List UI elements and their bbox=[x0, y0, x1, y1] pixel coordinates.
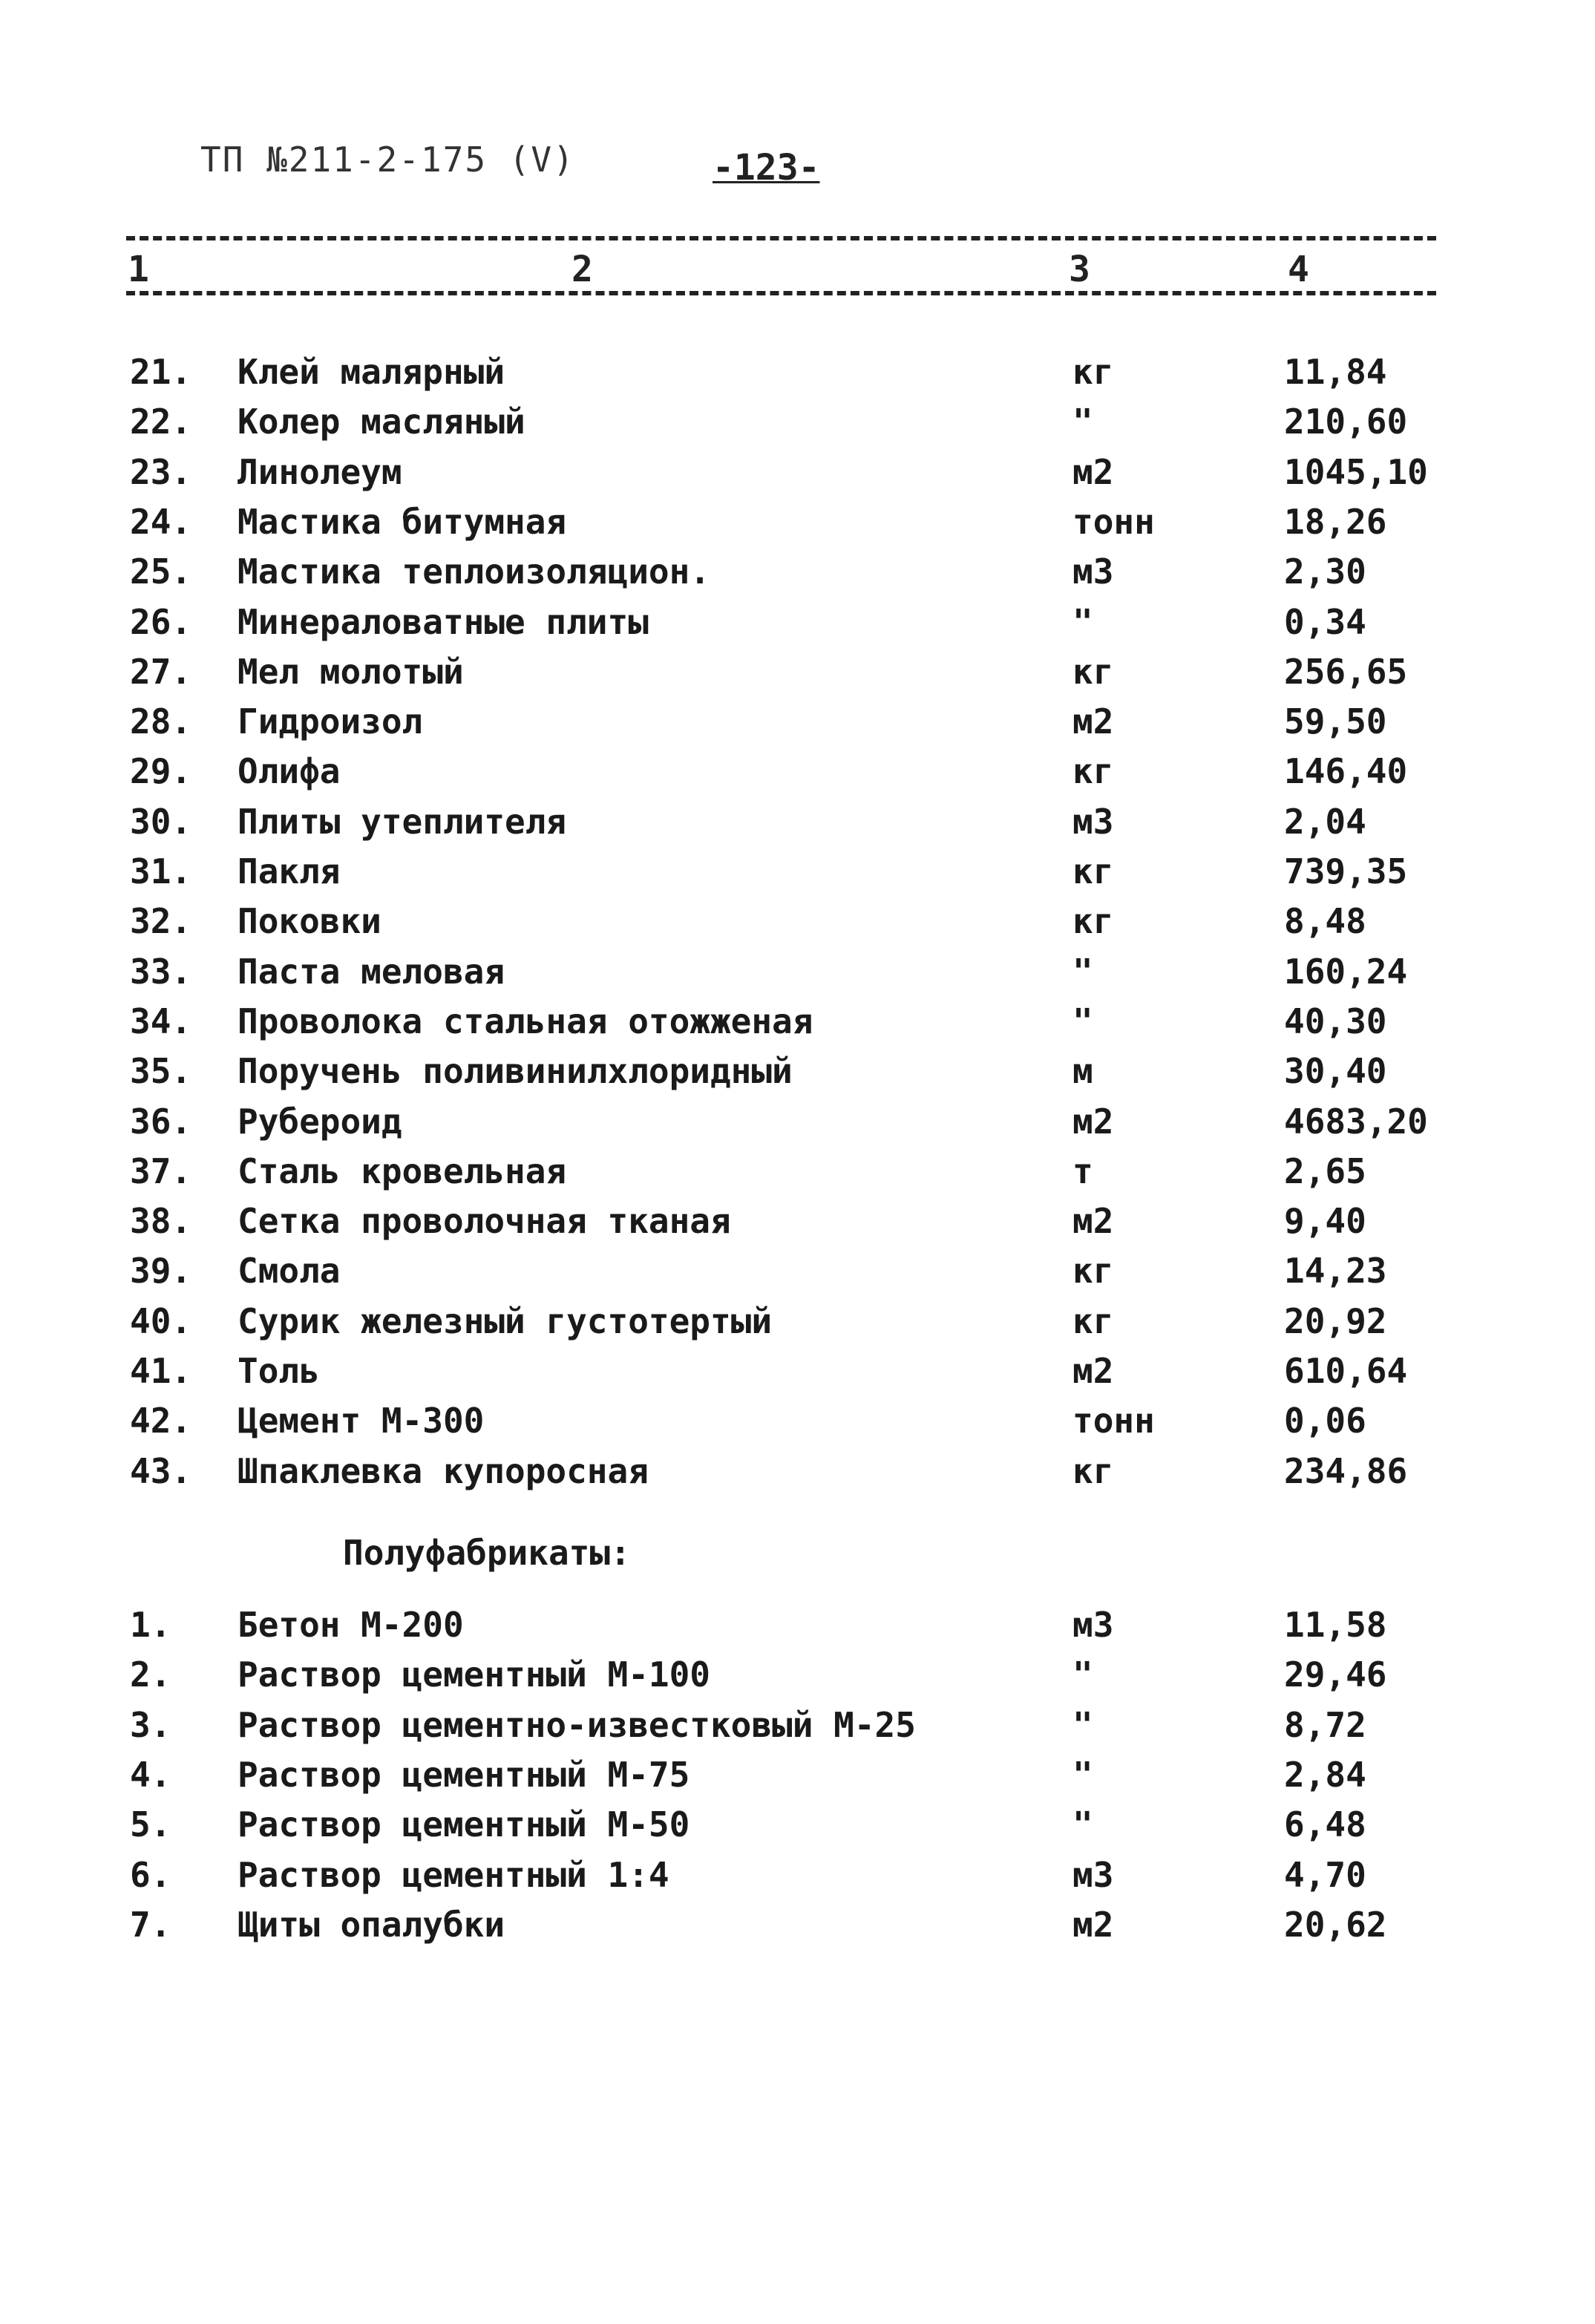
item-quantity: 2,65 bbox=[1284, 1150, 1366, 1191]
item-quantity: 4683,20 bbox=[1284, 1101, 1428, 1142]
item-unit: м2 bbox=[1072, 1101, 1114, 1142]
page-number: -123- bbox=[713, 147, 820, 189]
item-name: Шпаклевка купоросная bbox=[238, 1450, 649, 1491]
item-unit: м2 bbox=[1072, 1904, 1114, 1945]
table-row bbox=[0, 1198, 1595, 1244]
table-row bbox=[0, 949, 1595, 995]
table-row bbox=[0, 1448, 1595, 1494]
item-quantity: 256,65 bbox=[1284, 651, 1408, 692]
row-number: 34. bbox=[130, 1001, 192, 1041]
item-name: Мастика битумная bbox=[238, 501, 567, 542]
row-number: 41. bbox=[130, 1351, 192, 1391]
item-quantity: 4,70 bbox=[1284, 1854, 1366, 1895]
item-quantity: 739,35 bbox=[1284, 851, 1408, 891]
item-quantity: 11,84 bbox=[1284, 352, 1387, 392]
item-quantity: 59,50 bbox=[1284, 701, 1387, 742]
item-name: Пакля bbox=[238, 851, 341, 891]
table-row bbox=[0, 799, 1595, 845]
table-row bbox=[0, 898, 1595, 944]
table-row bbox=[0, 1902, 1595, 1948]
item-name: Сурик железный густотертый bbox=[238, 1300, 773, 1341]
column-header-1: 1 bbox=[128, 249, 149, 290]
item-quantity: 11,58 bbox=[1284, 1605, 1387, 1645]
item-unit: " bbox=[1072, 1754, 1093, 1795]
row-number: 31. bbox=[130, 851, 192, 891]
item-name: Мел молотый bbox=[238, 651, 464, 692]
item-name: Раствор цементный М-75 bbox=[238, 1754, 690, 1795]
table-row bbox=[0, 1298, 1595, 1344]
item-unit: м3 bbox=[1072, 1854, 1114, 1895]
row-number: 32. bbox=[130, 901, 192, 942]
item-name: Раствор цементный М-100 bbox=[238, 1654, 710, 1695]
row-number: 42. bbox=[130, 1401, 192, 1441]
row-number: 37. bbox=[130, 1150, 192, 1191]
row-number: 40. bbox=[130, 1300, 192, 1341]
table-row bbox=[0, 649, 1595, 695]
table-row bbox=[0, 748, 1595, 794]
item-unit: " bbox=[1072, 1001, 1093, 1041]
item-name: Щиты опалубки bbox=[238, 1904, 505, 1945]
table-row bbox=[0, 1852, 1595, 1898]
table-row bbox=[0, 1602, 1595, 1648]
table-row bbox=[0, 1148, 1595, 1194]
item-name: Колер масляный bbox=[238, 402, 525, 442]
table-row bbox=[0, 1702, 1595, 1748]
item-name: Проволока стальная отожженая bbox=[238, 1001, 813, 1041]
row-number: 25. bbox=[130, 551, 192, 592]
item-unit: кг bbox=[1072, 1300, 1114, 1341]
table-row bbox=[0, 998, 1595, 1044]
item-name: Поручень поливинилхлоридный bbox=[238, 1051, 793, 1092]
table-row bbox=[0, 1099, 1595, 1145]
item-quantity: 14,23 bbox=[1284, 1251, 1387, 1292]
row-number: 30. bbox=[130, 801, 192, 842]
item-name: Паста меловая bbox=[238, 951, 505, 992]
table-row bbox=[0, 1048, 1595, 1094]
table-row bbox=[0, 1801, 1595, 1847]
item-quantity: 234,86 bbox=[1284, 1450, 1408, 1491]
document-code: ТП №211-2-175 (V) bbox=[200, 140, 575, 180]
item-unit: " bbox=[1072, 951, 1093, 992]
item-unit: м2 bbox=[1072, 701, 1114, 742]
item-quantity: 0,34 bbox=[1284, 601, 1366, 642]
item-quantity: 2,84 bbox=[1284, 1754, 1366, 1795]
table-row bbox=[0, 848, 1595, 894]
item-quantity: 29,46 bbox=[1284, 1654, 1387, 1695]
row-number: 4. bbox=[130, 1754, 171, 1795]
row-number: 2. bbox=[130, 1654, 171, 1695]
header-rule-top bbox=[126, 236, 1436, 240]
row-number: 29. bbox=[130, 751, 192, 792]
item-name: Раствор цементный 1:4 bbox=[238, 1854, 669, 1895]
item-unit: кг bbox=[1072, 1450, 1114, 1491]
item-quantity: 610,64 bbox=[1284, 1351, 1408, 1391]
item-quantity: 2,30 bbox=[1284, 551, 1366, 592]
row-number: 24. bbox=[130, 501, 192, 542]
item-name: Сетка проволочная тканая bbox=[238, 1201, 731, 1242]
table-row bbox=[0, 349, 1595, 395]
item-quantity: 9,40 bbox=[1284, 1201, 1366, 1242]
item-name: Бетон М-200 bbox=[238, 1605, 464, 1645]
row-number: 35. bbox=[130, 1051, 192, 1092]
item-unit: м bbox=[1072, 1051, 1093, 1092]
table-row bbox=[0, 449, 1595, 495]
item-name: Линолеум bbox=[238, 451, 402, 492]
item-name: Минераловатные плиты bbox=[238, 601, 649, 642]
item-unit: тонн bbox=[1072, 1401, 1155, 1441]
table-row bbox=[0, 399, 1595, 445]
item-name: Сталь кровельная bbox=[238, 1150, 567, 1191]
item-unit: кг bbox=[1072, 751, 1114, 792]
row-number: 36. bbox=[130, 1101, 192, 1142]
item-name: Смола bbox=[238, 1251, 341, 1292]
item-name: Мастика теплоизоляцион. bbox=[238, 551, 710, 592]
table-row bbox=[0, 549, 1595, 595]
item-name: Гидроизол bbox=[238, 701, 423, 742]
column-header-3: 3 bbox=[1069, 249, 1090, 290]
item-name: Олифа bbox=[238, 751, 341, 792]
item-name: Клей малярный bbox=[238, 352, 505, 392]
item-quantity: 146,40 bbox=[1284, 751, 1408, 792]
item-quantity: 1045,10 bbox=[1284, 451, 1428, 492]
row-number: 28. bbox=[130, 701, 192, 742]
item-unit: м2 bbox=[1072, 451, 1114, 492]
row-number: 38. bbox=[130, 1201, 192, 1242]
item-quantity: 6,48 bbox=[1284, 1804, 1366, 1845]
table-row bbox=[0, 1398, 1595, 1444]
item-quantity: 40,30 bbox=[1284, 1001, 1387, 1041]
item-unit: кг bbox=[1072, 1251, 1114, 1292]
item-name: Рубероид bbox=[238, 1101, 402, 1142]
row-number: 33. bbox=[130, 951, 192, 992]
item-unit: кг bbox=[1072, 352, 1114, 392]
item-quantity: 20,62 bbox=[1284, 1904, 1387, 1945]
table-row bbox=[0, 698, 1595, 744]
row-number: 7. bbox=[130, 1904, 171, 1945]
table-row bbox=[0, 1348, 1595, 1394]
item-unit: " bbox=[1072, 601, 1093, 642]
section-heading-semi-finished: Полуфабрикаты: bbox=[343, 1533, 631, 1573]
item-unit: " bbox=[1072, 1804, 1093, 1845]
item-quantity: 30,40 bbox=[1284, 1051, 1387, 1092]
table-row bbox=[0, 1248, 1595, 1294]
item-unit: м3 bbox=[1072, 1605, 1114, 1645]
item-unit: м3 bbox=[1072, 551, 1114, 592]
row-number: 6. bbox=[130, 1854, 171, 1895]
table-row bbox=[0, 1752, 1595, 1798]
item-quantity: 160,24 bbox=[1284, 951, 1408, 992]
item-quantity: 8,48 bbox=[1284, 901, 1366, 942]
item-unit: м3 bbox=[1072, 801, 1114, 842]
item-name: Раствор цементно-известковый М-25 bbox=[238, 1704, 916, 1745]
item-unit: м2 bbox=[1072, 1351, 1114, 1391]
item-quantity: 2,04 bbox=[1284, 801, 1366, 842]
table-row bbox=[0, 499, 1595, 545]
item-unit: тонн bbox=[1072, 501, 1155, 542]
row-number: 3. bbox=[130, 1704, 171, 1745]
item-quantity: 0,06 bbox=[1284, 1401, 1366, 1441]
row-number: 5. bbox=[130, 1804, 171, 1845]
item-quantity: 20,92 bbox=[1284, 1300, 1387, 1341]
item-unit: т bbox=[1072, 1150, 1093, 1191]
item-name: Плиты утеплителя bbox=[238, 801, 567, 842]
item-unit: кг bbox=[1072, 651, 1114, 692]
column-header-4: 4 bbox=[1288, 249, 1309, 290]
row-number: 27. bbox=[130, 651, 192, 692]
header-rule-bottom bbox=[126, 291, 1436, 295]
item-unit: " bbox=[1072, 1654, 1093, 1695]
row-number: 1. bbox=[130, 1605, 171, 1645]
table-row bbox=[0, 1652, 1595, 1698]
row-number: 22. bbox=[130, 402, 192, 442]
item-unit: " bbox=[1072, 402, 1093, 442]
item-quantity: 18,26 bbox=[1284, 501, 1387, 542]
item-unit: м2 bbox=[1072, 1201, 1114, 1242]
item-name: Раствор цементный М-50 bbox=[238, 1804, 690, 1845]
row-number: 23. bbox=[130, 451, 192, 492]
item-quantity: 8,72 bbox=[1284, 1704, 1366, 1745]
item-unit: кг bbox=[1072, 851, 1114, 891]
table-row bbox=[0, 599, 1595, 645]
row-number: 39. bbox=[130, 1251, 192, 1292]
row-number: 21. bbox=[130, 352, 192, 392]
item-unit: " bbox=[1072, 1704, 1093, 1745]
item-quantity: 210,60 bbox=[1284, 402, 1408, 442]
row-number: 43. bbox=[130, 1450, 192, 1491]
item-name: Цемент М-300 bbox=[238, 1401, 485, 1441]
row-number: 26. bbox=[130, 601, 192, 642]
item-name: Поковки bbox=[238, 901, 381, 942]
item-name: Толь bbox=[238, 1351, 320, 1391]
column-header-2: 2 bbox=[571, 249, 593, 290]
item-unit: кг bbox=[1072, 901, 1114, 942]
